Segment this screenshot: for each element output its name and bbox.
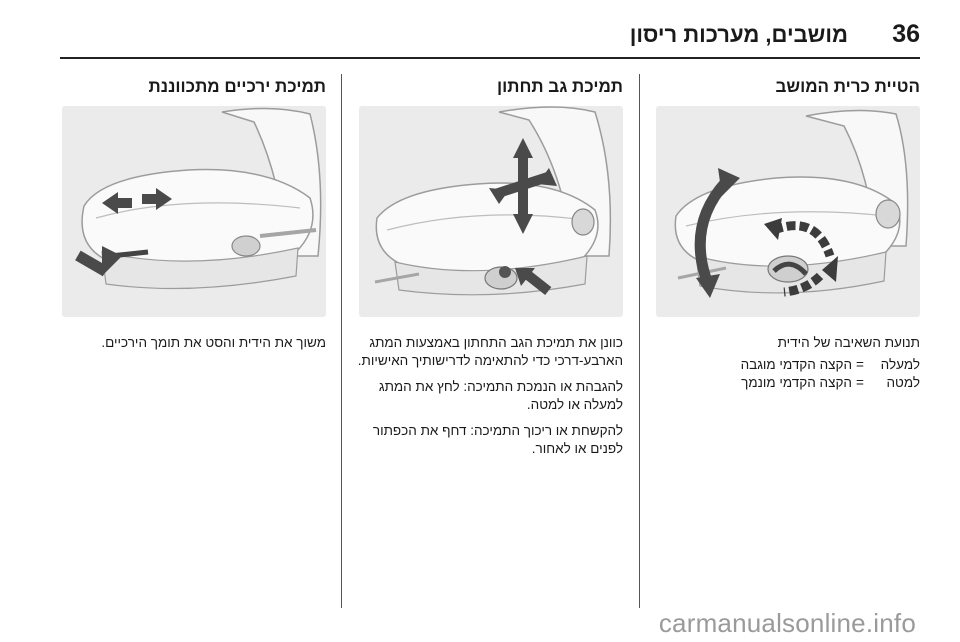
column-seat-tilt [654,74,920,390]
column-divider [341,74,342,608]
section-heading: תמיכת גב תחתון [497,77,623,96]
lumbar-paragraph: להגבהת או הנמכת התמיכה: לחץ את המתג למעלה או למטה. [378,379,623,412]
lumbar-text [357,334,623,466]
column-divider [639,74,640,608]
seat-tilt-text [654,334,920,392]
lumbar-drawing [359,106,623,317]
column-lumbar [357,74,623,456]
definition-row: למטה = הקצה הקדמי מונמך [741,375,920,390]
definition-row: למעלה = הקצה הקדמי מוגבה [740,357,920,372]
thigh-support-text [60,334,326,360]
page-header [60,14,920,54]
page-number: 36 [892,20,920,48]
lumbar-illustration [359,106,623,317]
column-thigh-support [60,74,326,350]
lumbar-paragraph: כוונן את תמיכת הגב התחתון באמצעות המתג הארבע-דרכי כדי להתאימה לדרישותיך האישיות. [357,335,623,368]
section-heading: תמיכת ירכיים מתכווננת [148,77,326,96]
seat-tilt-illustration [656,106,920,317]
watermark: carmanualsonline.info [658,608,916,638]
lumbar-paragraph: להקשחת או ריכוך התמיכה: דחף את הכפתור לפנים או לאחור. [372,423,623,456]
thigh-support-drawing [62,106,326,317]
thigh-support-illustration [62,106,326,317]
seat-tilt-intro: תנועת השאיבה של הידית [777,335,920,350]
thigh-support-paragraph: משוך את הידית והסט את תומך הירכיים. [101,335,326,350]
section-heading: הטיית כרית המושב [775,77,920,96]
seat-tilt-drawing [656,106,920,317]
header-rule [60,57,920,59]
page-title: מושבים, מערכות ריסון [629,22,848,47]
